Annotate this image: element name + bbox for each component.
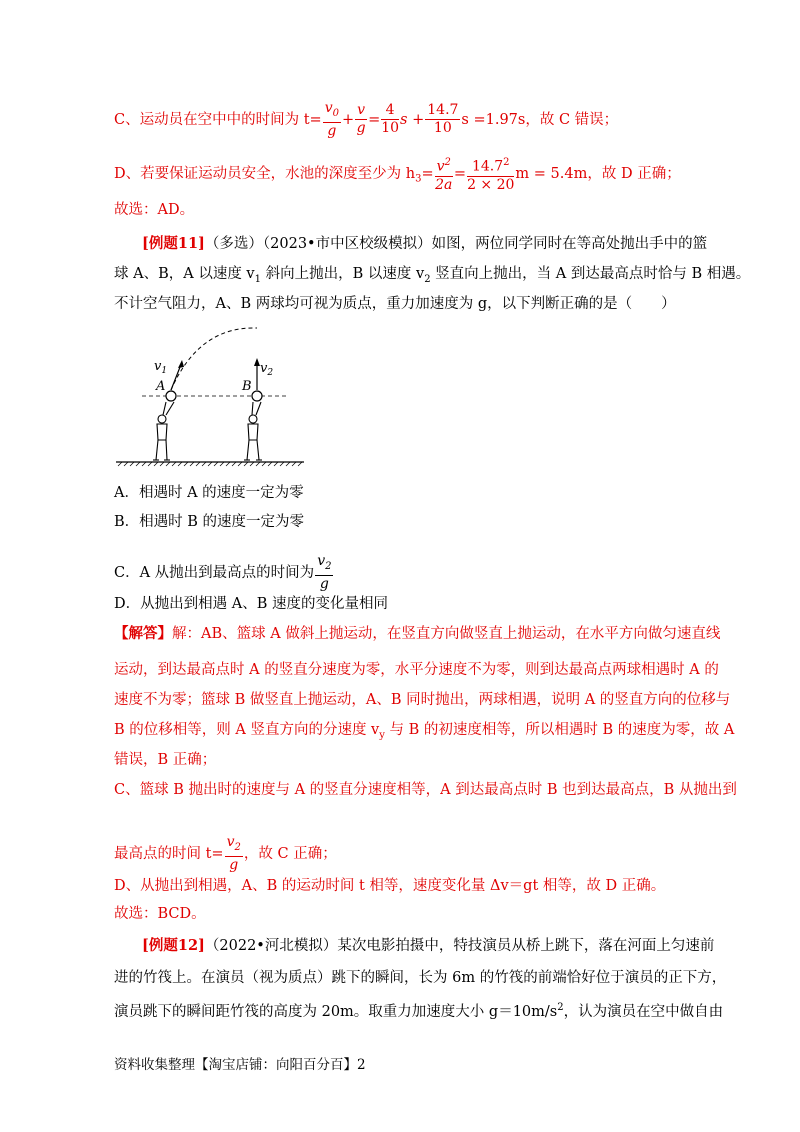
example11-figure <box>114 320 314 470</box>
option-a: A．相遇时 A 的速度一定为零 <box>114 485 304 501</box>
answer-line3: 速度不为零；篮球 B 做竖直上抛运动，A、B 同时抛出，两球相遇，说明 A 的竖直方向的位移与 <box>114 692 731 708</box>
example12-line1: [例题12]（2022•河北模拟）某次电影拍摄中，特技演员从桥上跳下，落在河面上匀速前 <box>142 937 715 954</box>
example11-line3: 不计空气阻力，A、B 两球均可视为质点，重力加速度为 g，以下判断正确的是（ ） <box>114 296 676 312</box>
example11-line2: 球 A、B，A 以速度 $v_1$ 斜向上抛出，B 以速度 $v_2$ 竖直向上抛出，当 A 到达最高点时恰与 B 相遇。 <box>114 266 751 285</box>
ball-b <box>252 391 262 401</box>
example11-line1: [例题11]（多选）（2023•市中区校级模拟）如图，两位同学同时在等高处抛出手中的篮 <box>142 235 708 252</box>
person-b <box>244 402 262 460</box>
example12-tag: [例题12] <box>142 937 205 954</box>
page-number: 2 <box>357 1057 366 1073</box>
answer-line7: 最高点的时间 t= $\frac{v_2}{g}$ ，故 C 正确； <box>114 834 337 873</box>
example12-line3: 演员跳下的瞬间距竹筏的高度为 20m。取重力加速度大小 $g=10m/s^2$，认为演员在空中做自由 <box>114 1002 724 1020</box>
option-c: C．A 从抛出到最高点的时间为 $\frac{v_2}{g}$ <box>114 553 332 592</box>
label-a: A <box>156 379 166 394</box>
answer-line2: 运动，到达最高点时 A 的竖直分速度为零，水平分速度不为零，则到达最高点两球相遇时 A 的 <box>114 662 719 678</box>
label-b: B <box>242 379 252 394</box>
answer-line6: C、篮球 B 抛出时的速度与 A 的竖直分速度相等，A 到达最高点时 B 也到达最高点，B 从抛出到 <box>114 782 737 798</box>
answer-line1: 【解答】解：AB、篮球 A 做斜上抛运动，在竖直方向做竖直上抛运动，在水平方向做匀速直线 <box>114 625 721 642</box>
answer-choice: 故选：BCD。 <box>114 906 206 922</box>
ground-hatching <box>118 462 302 466</box>
option-d: D．从抛出到相遇 A、B 速度的变化量相同 <box>114 596 388 612</box>
answer-tag: 【解答】 <box>114 625 172 642</box>
answer-line8: D、从抛出到相遇，A、B 的运动时间 t 相等，速度变化量 Δv＝gt 相等，故 D 正确。 <box>114 878 666 894</box>
answer-line4: B 的位移相等，则 A 竖直方向的分速度 $v_y$ 与 B 的初速度相等，所以相遇时 B 的速度为零，故 A <box>114 722 735 741</box>
answer-line5: 错误，B 正确； <box>114 752 217 768</box>
label-v1: $v_1$ <box>154 359 168 376</box>
ball-a <box>166 391 176 401</box>
example12-line2: 进的竹筏上。在演员（视为质点）跳下的瞬间，长为 6m 的竹筏的前端恰好位于演员的正下方， <box>114 970 727 986</box>
solution-d-line: D、若要保证运动员安全，水池的深度至少为 $h_3=$ $\frac{v^2}{2a}$ = $\frac{14.7^2}{2 \times 20}$ m = 5.4m，故 D 正确； <box>114 154 681 194</box>
option-b: B．相遇时 B 的速度一定为零 <box>114 514 305 530</box>
solution-choice: 故选：AD。 <box>114 202 195 218</box>
solution-c-line: C、运动员在空中中的时间为 t= $\frac{v_0}{g}$ + $\frac{v}{g}$ = $\frac{4}{10}$ s + $\frac{14.7}{10}$ s =1.97s，故 C 错误； <box>114 100 619 139</box>
label-v2: $v_2$ <box>260 361 274 378</box>
example11-tag: [例题11] <box>142 235 205 252</box>
person-a <box>153 402 174 460</box>
page-footer: 资料收集整理【淘宝店铺：向阳百分百】2 <box>114 1057 366 1073</box>
